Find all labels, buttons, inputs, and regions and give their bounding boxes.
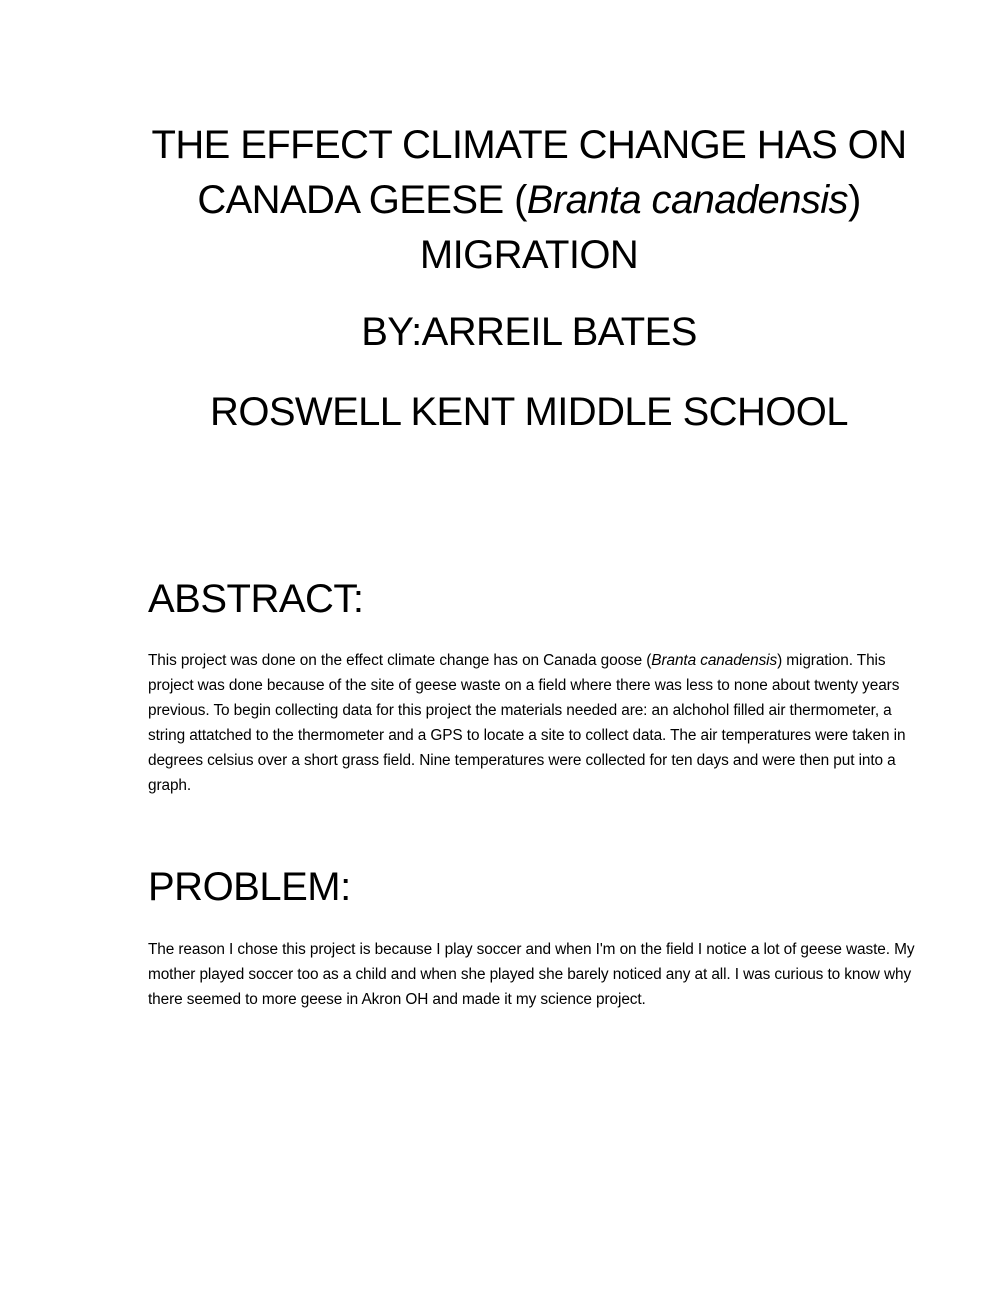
problem-heading: PROBLEM:	[148, 865, 351, 909]
author-byline: BY:ARREIL BATES	[361, 310, 697, 354]
abstract-text-post: ) migration. This project was done because of the site of geese waste on a field where there was less to none about twenty years previous. To begin collecting data for this project the materials needed are: an alchohol filled air thermometer, a string attatched to the thermometer and a GPS to locate a site to collect data. The air temperatures were taken in degrees celsius over a short grass field. Nine temperatures were collected for ten days and were then put into a graph.	[148, 652, 906, 794]
title-line-3: MIGRATION	[419, 233, 639, 277]
title-line-1: THE EFFECT CLIMATE CHANGE HAS ON	[151, 123, 907, 167]
abstract-text	[148, 648, 918, 798]
title-line-2-pre: CANADA GEESE (	[197, 178, 527, 222]
species-name-abstract: Branta canadensis	[651, 652, 778, 669]
title-line-2-post: )	[847, 178, 861, 222]
abstract-heading: ABSTRACT:	[148, 577, 364, 621]
abstract-text-pre: This project was done on the effect climate change has on Canada goose (	[148, 652, 652, 669]
problem-text: The reason I chose this project is because I play soccer and when I'm on the field I notice a lot of geese waste. My mother played soccer too as a child and when she played she barely noticed any at all. I was curious to know why there seemed to more geese in Akron OH and made it my science project.	[148, 941, 915, 1008]
title-line-2	[148, 173, 910, 228]
school-name: ROSWELL KENT MIDDLE SCHOOL	[210, 390, 848, 434]
species-name-title: Branta canadensis	[526, 178, 848, 222]
title-block	[148, 118, 910, 440]
